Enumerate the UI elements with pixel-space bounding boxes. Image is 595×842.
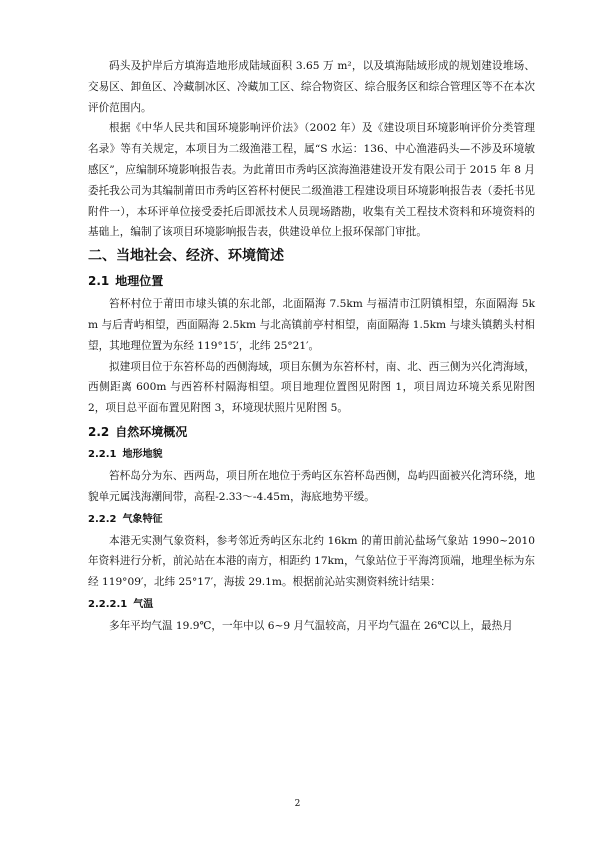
section-number: 2.2 bbox=[88, 424, 110, 439]
paragraph-legal-basis: 根据《中华人民共和国环境影响评价法》（2002 年）及《建设项目环境影响评价分类管理名录》等有关规定，本项目为二级渔港工程，属“S 水运：136、中心渔港码头—不涉及环境敏感区”，应编制环境影响报告表。为此莆田市秀屿区滨海渔港建设开发有限公司于 2015 年 8 月委托我公司为其编制莆田市秀屿区笞杯村便民二级渔港工程建设项目环境影响报告表（委托书见附件一），本环评单位接受委托后即派技术人员现场踏勘，收集有关工程技术资料和环境资料的基础上，编制了该项目环境影响报告表，供建设单位上报环保部门审批。 bbox=[88, 122, 535, 239]
page-content bbox=[88, 56, 535, 637]
paragraph-reclamation-scope: 码头及护岸后方填海造地形成陆域面积 3.65 万 m²，以及填海陆域形成的规划建设堆场、交易区、卸鱼区、冷藏制冰区、冷藏加工区、综合物资区、综合服务区和综合管理区等不在本次评价范围内。 bbox=[88, 60, 535, 114]
paragraph-topography: 笞杯岛分为东、西两岛，项目所在地位于秀屿区东笞杯岛西侧，岛屿四面被兴化湾环绕，地貌单元属浅海潮间带，高程-2.33～-4.45m，海底地势平缓。 bbox=[88, 469, 535, 503]
section-title: 地理位置 bbox=[115, 274, 164, 289]
subsection-heading-topography bbox=[88, 445, 535, 464]
paragraph-meteorology: 本港无实测气象资料，参考邻近秀屿区东北约 16km 的莆田前沁盐场气象站 1990~2010 年资料进行分析，前沁站在本港的南方，相距约 17km，气象站位于平海湾顶端，地理坐标为东经 119°09′，北纬 25°17′，海拔 29.1m。根据前沁站实测资料统计结果： bbox=[88, 534, 535, 589]
subsection-title: 气温 bbox=[133, 598, 154, 610]
subsection-number: 2.2.2 bbox=[88, 513, 117, 525]
section-number: 2.1 bbox=[88, 274, 110, 289]
paragraph-project-location: 拟建项目位于东笞杯岛的西侧海域，项目东侧为东笞杯村，南、北、西三侧为兴化湾海域，西侧距离 600m 与西笞杯村隔海相望。项目地理位置图见附图 1，项目周边环境关系见附图 2，项目总平面布置见附图 3，环境现状照片见附图 5。 bbox=[88, 360, 535, 415]
section-heading-geographic-location bbox=[88, 271, 535, 291]
page-number: 2 bbox=[294, 799, 301, 809]
subsection-heading-temperature bbox=[88, 595, 535, 614]
subsection-number: 2.2.1 bbox=[88, 448, 117, 460]
subsection-title: 气象特征 bbox=[122, 513, 163, 525]
paragraph-temperature: 多年平均气温 19.9℃，一年中以 6~9 月气温较高，月平均气温在 26℃以上，最热月 bbox=[109, 619, 513, 632]
section-heading-natural-environment bbox=[88, 422, 535, 442]
subsection-title: 地形地貌 bbox=[122, 448, 163, 460]
subsection-heading-meteorology bbox=[88, 510, 535, 529]
paragraph-village-location: 笞杯村位于莆田市埭头镇的东北部，北面隔海 7.5km 与福清市江阴镇相望，东面隔海 5km 与后青屿相望，西面隔海 2.5km 与北高镇前亭村相望，南面隔海 1.5km 与埭头镇鹅头村相望，其地理位置为东经 119°15′，北纬 25°21′。 bbox=[88, 298, 535, 352]
section-title: 自然环境概况 bbox=[115, 424, 188, 439]
subsection-number: 2.2.2.1 bbox=[88, 598, 128, 610]
section-heading-local-environment: 二、当地社会、经济、环境简述 bbox=[88, 248, 284, 265]
